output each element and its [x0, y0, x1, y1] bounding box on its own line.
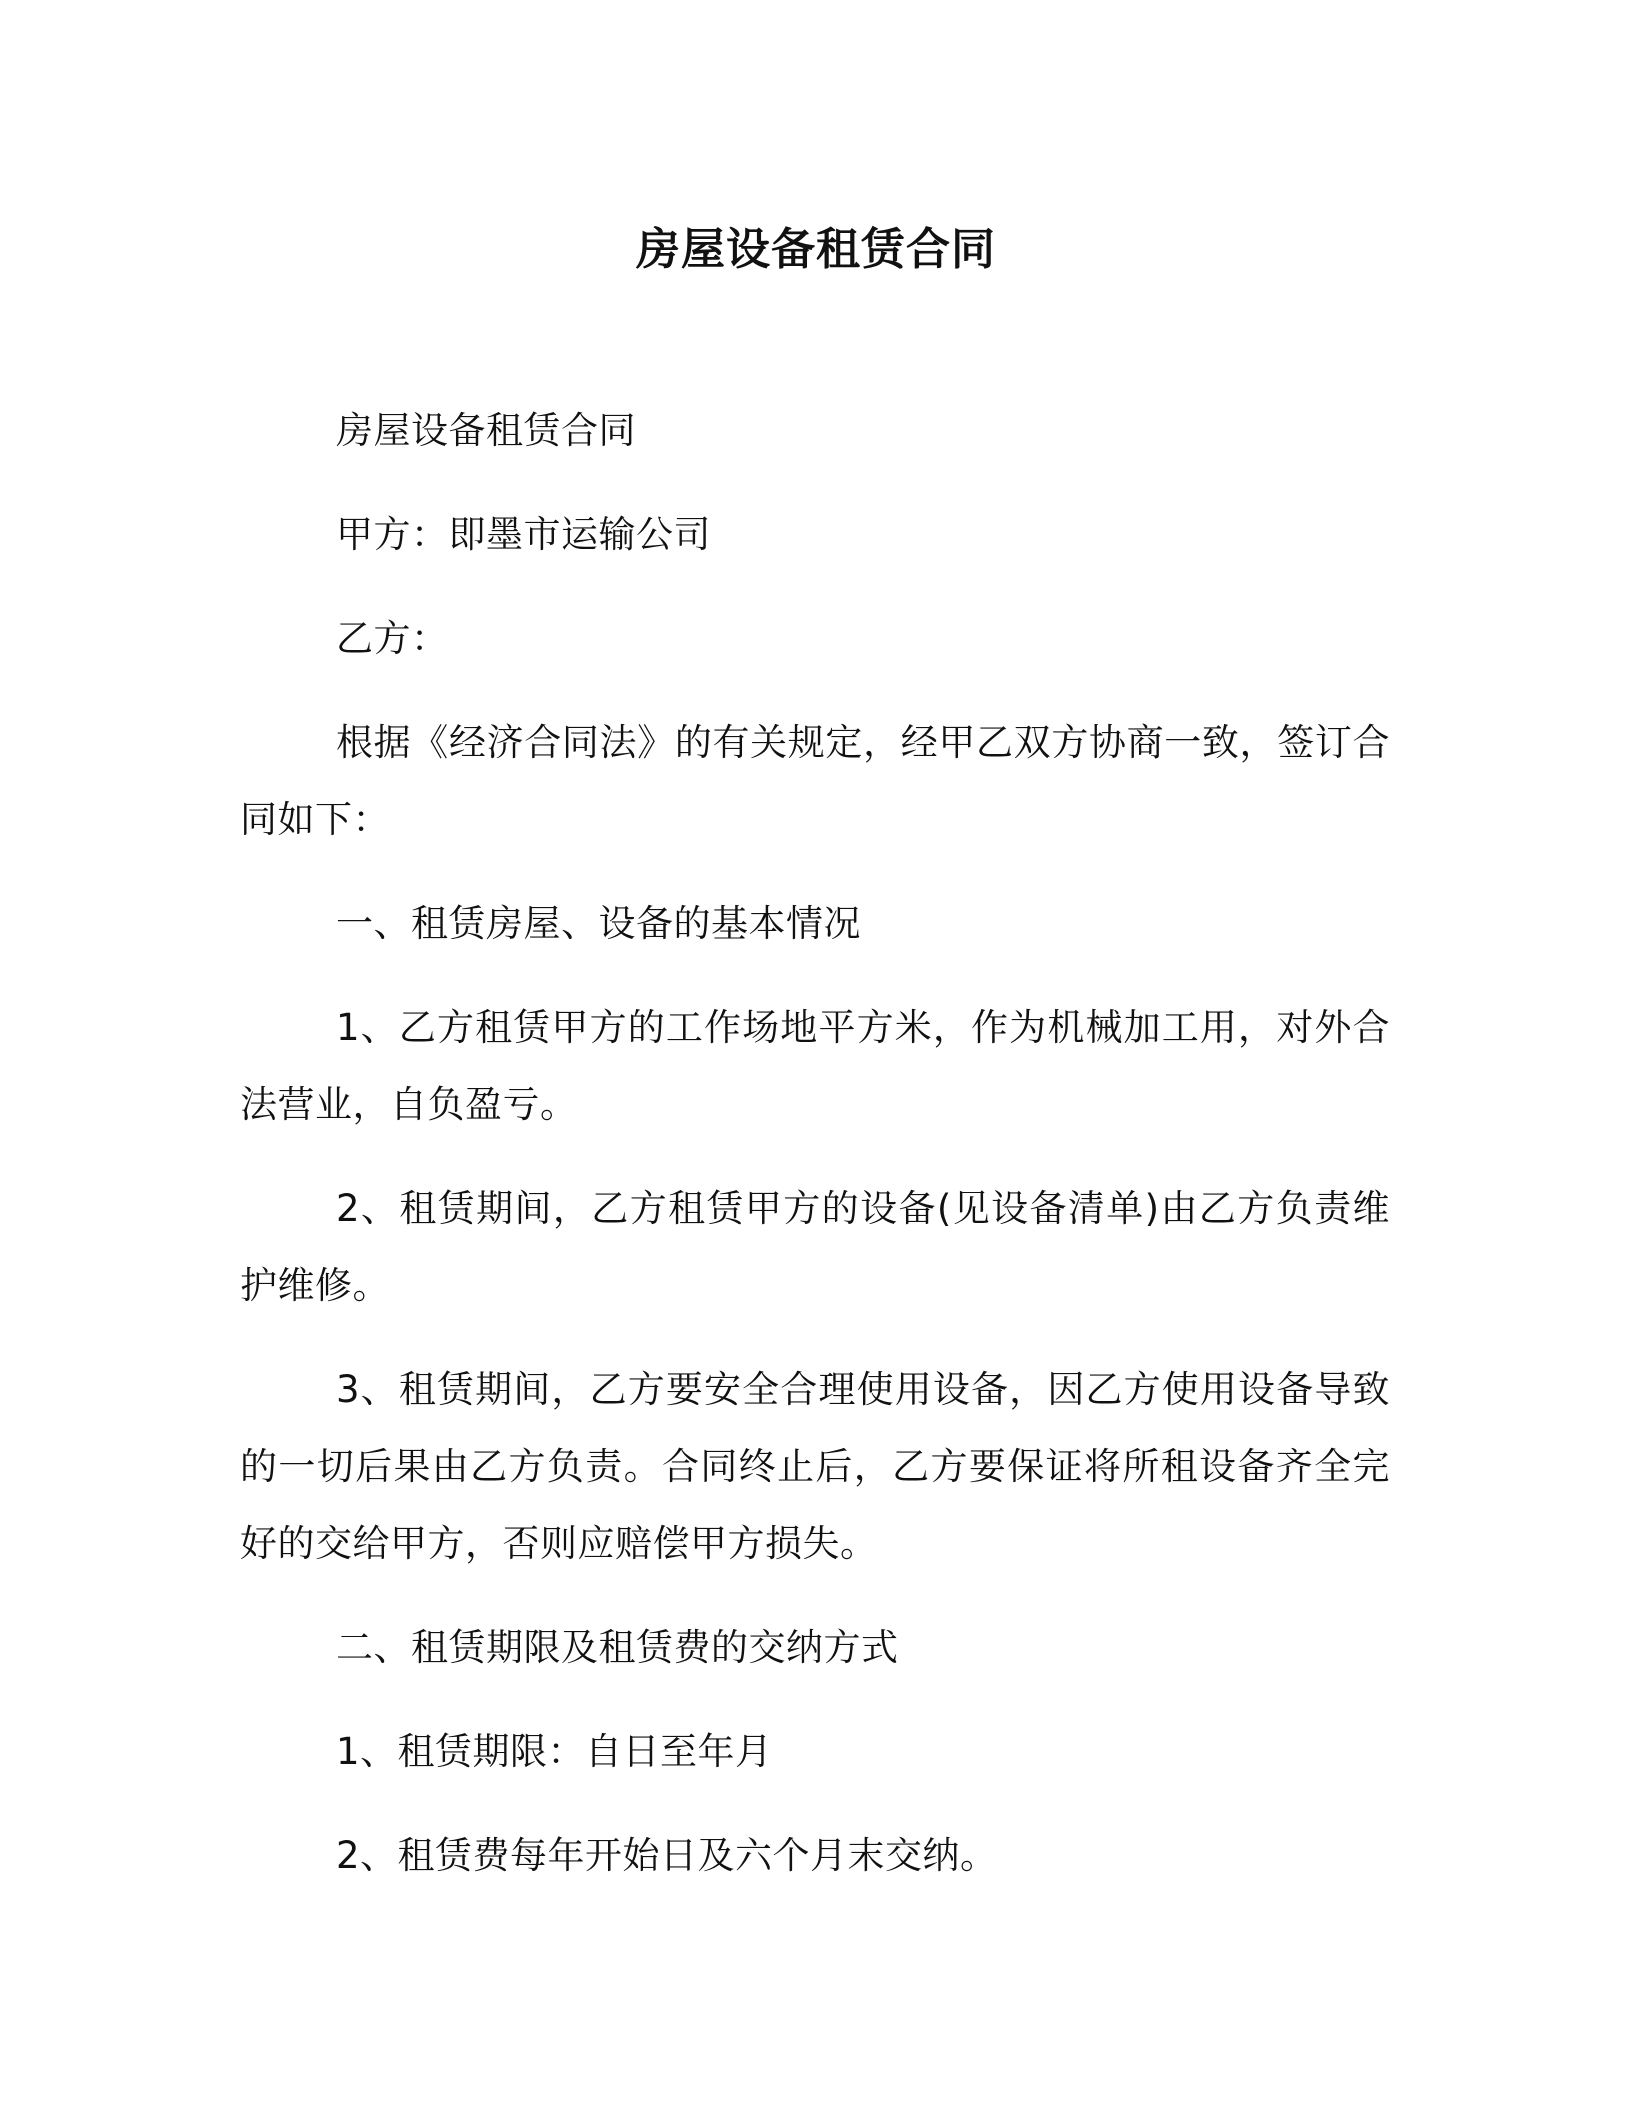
paragraph-party-a: 甲方：即墨市运输公司 — [336, 513, 711, 556]
paragraph-party-b: 乙方： — [336, 617, 449, 660]
document-title: 房屋设备租赁合同 — [636, 224, 996, 275]
paragraph-heading: 房屋设备租赁合同 — [336, 409, 636, 452]
section-heading-1: 一、租赁房屋、设备的基本情况 — [336, 902, 861, 945]
clause-2-1: 1、租赁期限：自日至年月 — [336, 1730, 773, 1773]
paragraph-preamble: 根据《经济合同法》的有关规定，经甲乙双方协商一致，签订合同如下： — [240, 721, 1390, 841]
clause-1-1: 1、乙方租赁甲方的工作场地平方米，作为机械加工用，对外合法营业，自负盈亏。 — [240, 1006, 1390, 1126]
document-body — [240, 392, 1390, 1921]
clause-2-2: 2、租赁费每年开始日及六个月末交纳。 — [336, 1834, 998, 1877]
section-heading-2: 二、租赁期限及租赁费的交纳方式 — [336, 1626, 899, 1669]
clause-1-3: 3、租赁期间，乙方要安全合理使用设备，因乙方使用设备导致的一切后果由乙方负责。合同终止后，乙方要保证将所租设备齐全完好的交给甲方，否则应赔偿甲方损失。 — [240, 1368, 1390, 1565]
clause-1-2: 2、租赁期间，乙方租赁甲方的设备(见设备清单)由乙方负责维护维修。 — [240, 1187, 1390, 1307]
